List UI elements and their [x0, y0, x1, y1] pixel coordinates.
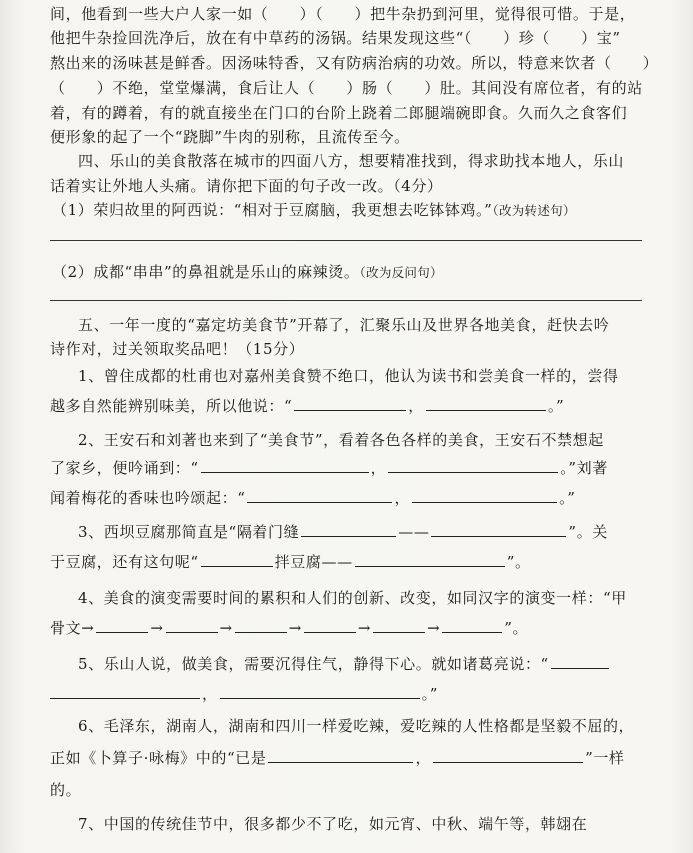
- fill-blank[interactable]: [431, 522, 566, 537]
- arrow-icon: →: [427, 619, 441, 637]
- text-line: 他把牛杂捡回洗净后，放在有中草药的汤锅。结果发现这些“（ ）珍（ ）宝”: [50, 29, 621, 47]
- item-6-end: 的。: [50, 781, 82, 799]
- fill-blank[interactable]: [433, 748, 583, 763]
- text-line: 间，他看到一些大户人家一如（ ）（ ）把牛杂扔到河里，觉得很可惜。于是，: [50, 5, 636, 23]
- question-4-2: [52, 262, 443, 283]
- fill-blank[interactable]: [201, 552, 273, 567]
- item-7-text: 7、中国的传统佳节中，很多都少不了吃，如元宵、中秋、端午等，韩翃在: [78, 815, 588, 833]
- text-line: （ ）不绝，堂堂爆满，食后让人（ ）肠（ ）肚。其间没有席位者，有的站: [50, 79, 643, 97]
- fill-blank[interactable]: [201, 458, 369, 473]
- fill-blank[interactable]: [412, 488, 557, 503]
- item-6-text: 6、毛泽东，湖南人，湖南和四川一样爱吃辣，爱吃辣的人性格都是坚毅不屈的，: [78, 717, 635, 735]
- item-3-answer: 于豆腐，还有这句呢“ 拌豆腐—— ”。: [50, 553, 531, 571]
- fill-blank[interactable]: [388, 458, 558, 473]
- fill-blank[interactable]: [294, 396, 406, 411]
- text-line: 熬出来的汤味甚是鲜香。因汤味特香，又有防病治病的功效。所以，特意来饮者（ ）: [50, 54, 659, 72]
- item-6-answer: 正如《卜算子·咏梅》中的“已是 ， ”一样: [50, 749, 625, 767]
- item-3-text: 3、西坝豆腐那简直是“隔着门缝 —— ”。关: [78, 523, 608, 541]
- fill-blank[interactable]: [426, 396, 546, 411]
- fill-blank[interactable]: [268, 748, 413, 763]
- item-4-text: 4、美食的演变需要时间的累积和人们的创新、改变，如同汉字的演变一样：“甲: [78, 589, 627, 607]
- fill-blank[interactable]: [301, 522, 396, 537]
- item-5-answer: ， 。”: [50, 684, 438, 704]
- text-line: 便形象的起了一个“跷脚”牛肉的别称，且流传至今。: [50, 128, 410, 146]
- fill-blank[interactable]: [247, 488, 392, 503]
- arrow-icon: →: [81, 619, 95, 637]
- item-1-text: 1、曾住成都的杜甫也对嘉州美食赞不绝口，他认为读书和尝美食一样的，尝得: [78, 367, 619, 385]
- fill-blank[interactable]: [355, 552, 505, 567]
- answer-line-4-2[interactable]: [50, 300, 642, 301]
- item-5-text: 5、乐山人说，做美食，需要沉得住气，静得下心。就如诸葛亮说：“: [78, 654, 611, 674]
- fill-blank[interactable]: [166, 618, 218, 633]
- fill-blank[interactable]: [220, 684, 420, 699]
- fill-blank[interactable]: [304, 618, 356, 633]
- fill-blank[interactable]: [442, 618, 502, 633]
- item-1-answer: 越多自然能辨别味美，所以他说：“ ， 。”: [50, 397, 565, 415]
- question-note: （改为转述句）: [492, 203, 576, 218]
- fill-blank[interactable]: [50, 684, 200, 699]
- item-2-answer-1: 了家乡，便吟诵到：“ ， 。”刘著: [50, 459, 608, 477]
- arrow-icon: →: [150, 619, 164, 637]
- arrow-icon: →: [357, 619, 372, 637]
- question-text: （1）荣归故里的阿西说：“相对于豆腐脑，我更想去吃钵钵鸡。”: [52, 201, 493, 219]
- text-line: 诗作对，过关领取奖品吧！（15分）: [50, 340, 305, 358]
- text-line: 话着实让外地人头痛。请你把下面的句子改一改。（4分）: [50, 177, 443, 195]
- arrow-icon: →: [219, 619, 233, 637]
- fill-blank[interactable]: [96, 618, 148, 633]
- question-text: （2）成都“串串”的鼻祖就是乐山的麻辣烫。: [52, 263, 360, 281]
- fill-blank[interactable]: [235, 618, 287, 633]
- section4-heading: 四、乐山的美食散落在城市的四面八方，想要精准找到，得求助找本地人，乐山: [78, 152, 625, 170]
- arrow-icon: →: [288, 619, 302, 637]
- question-4-1: [52, 200, 576, 221]
- question-note: （改为反问句）: [359, 265, 443, 280]
- section5-heading: 五、一年一度的“嘉定坊美食节”开幕了，汇聚乐山及世界各地美食，赶快去吟: [78, 316, 610, 334]
- item-4-answer: 骨文→ → → → → → ”。: [50, 619, 529, 637]
- text-line: 着，有的蹲着，有的就直接坐在门口的台阶上跷着二郎腿端碗即食。久而久之食客们: [50, 104, 628, 122]
- fill-blank[interactable]: [373, 618, 425, 633]
- item-2-text: 2、王安石和刘著也来到了“美食节”，看着各色各样的美食，王安石不禁想起: [78, 431, 604, 449]
- answer-line-4-1[interactable]: [50, 240, 642, 241]
- fill-blank[interactable]: [551, 654, 609, 669]
- item-2-answer-2: 闻着梅花的香味也吟颂起：“ ， 。”: [50, 489, 576, 507]
